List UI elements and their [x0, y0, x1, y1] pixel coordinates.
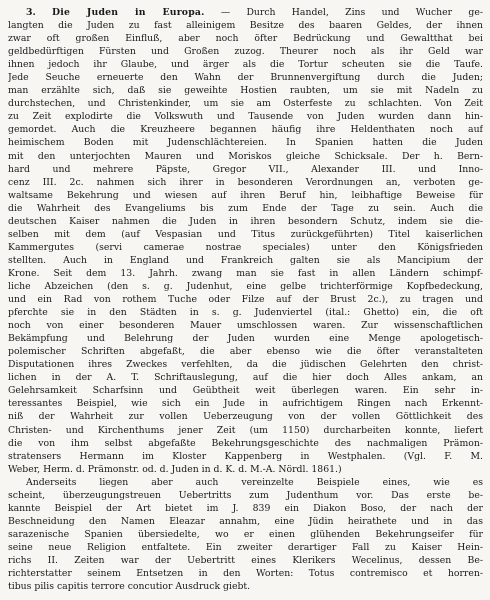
text-line: Anderseits liegen aber auch vereinzelte Beispiele eines, wie es	[26, 476, 483, 488]
text-line: gemordet. Auch die Kreuzheere begannen häufig ihre Heldenthaten noch auf	[8, 124, 483, 136]
text-line: selben mit dem (auf Vespasian und Titus zurückgeführten) Titel kaiserlichen	[8, 228, 483, 240]
text-line: man erzählte sich, daß sie geweihte Hostien raubten, um sie mit Nadeln zu	[8, 85, 483, 97]
text-line: kannte Beispiel der Art bietet im J. 839 ein Diakon Boso, der nach der	[8, 502, 483, 514]
text-line: deutschen Kaiser nahmen die Juden in ihren besondern Schutz, indem sie die-	[8, 215, 483, 227]
text-line: stellten. Auch in England und Frankreich galten sie als Mancipium der	[8, 254, 483, 266]
text-line: richs II. Zeiten war der Uebertritt eines Klerikers Wecelinus, dessen Be-	[8, 554, 483, 566]
text-line: Gelehrsamkeit Scharfsinn und Geübtheit weit überlegen waren. Ein sehr in-	[8, 385, 483, 397]
text-line: seine neue Religion entfaltete. Ein zweiter derartiger Fall zu Kaiser Hein-	[8, 541, 483, 553]
text-line: Beschneidung den Namen Eleazar annahm, eine Jüdin heirathete und in das	[8, 515, 483, 527]
text-line: die von ihm selbst abgefaßte Bekehrungsgeschichte des nachmaligen Prämon-	[8, 437, 483, 449]
text-line: geldbedürftigen Fürsten und Großen zuzog. Theurer noch als ihr Geld war	[8, 46, 483, 58]
text-line: scheint, überzeugungstreuen Uebertritts zum Judenthum vor. Das erste be-	[8, 489, 483, 501]
text-line: zu Zeit explodirte die Volkswuth und Tausende von Juden wurden dann hin-	[8, 111, 483, 123]
text-line: die Wahrheit des Evangeliums bis zum Ende der Tage zu sein. Auch die	[8, 202, 483, 214]
text-line: noch von einer besonderen Mauer umschlossen waren. Zur wissenschaftlichen	[8, 320, 483, 332]
text-line: teressantes Beispiel, wie sich ein Jude in aufrichtigem Ringen nach Erkennt-	[8, 398, 483, 410]
text-line: langten die Juden zu fast alleinigem Besitze des baaren Geldes, der ihnen	[8, 20, 483, 32]
text-line: cenz III. 2c. nahmen sich ihrer in besonderen Verordnungen an, verboten ge-	[8, 176, 483, 188]
section-number: 3.	[26, 7, 36, 18]
text-line: pferchte sie in den Städten in s. g. Judenviertel (ital.: Ghetto) ein, die oft	[8, 307, 483, 319]
text-line: lichen in der A. T. Schriftauslegung, auf die hier doch Alles ankam, an	[8, 372, 483, 384]
text-line: ihnen jedoch ihr Glaube, und ärger als die Tortur scheuten sie die Taufe.	[8, 59, 483, 71]
text-line: stratensers Hermann im Kloster Kappenberg in Westphalen. (Vgl. F. M.	[8, 450, 483, 462]
text-line: heimischem Boden mit Judenschlächtereien. In Spanien hatten die Juden	[8, 137, 483, 149]
text-line: durchstechen, und Christenkinder, um sie am Osterfeste zu schlachten. Von Zeit	[8, 98, 483, 110]
text-line: niß der Wahrheit zur vollen Ueberzeugung von der vollen Göttlichkeit des	[8, 411, 483, 423]
text-line: Weber, Herm. d. Prämonstr. od. d. Juden in d. K. d. M.-A. Nördl. 1861.)	[8, 463, 342, 475]
text-line: Jede Seuche erneuerte den Wahn der Brunnenvergiftung durch die Juden;	[8, 72, 483, 84]
text-line-content: — Durch Handel, Zins und Wucher ge-	[220, 7, 483, 18]
text-line: polemischer Schriften abgefaßt, die aber ebenso wie die öfter veranstalteten	[8, 346, 483, 358]
section-title: Die Juden in Europa.	[52, 7, 205, 18]
text-line: und ein Rad von rothem Tuche oder Filze auf der Brust 2c.), zu tragen und	[8, 294, 483, 306]
article-body	[8, 6, 483, 593]
text-line: Kammergutes (servi camerae nostrae speciales) unter den Königsfrieden	[8, 241, 483, 253]
text-line: Krone. Seit dem 13. Jahrh. zwang man sie fast in allen Ländern schimpf-	[8, 267, 483, 279]
text-line: sarazenische Spanien übersiedelte, wo er einen glühenden Bekehrungseifer für	[8, 528, 483, 540]
text-line: zwar oft großen Einfluß, aber noch öfter Bedrückung und Gewaltthat bei	[8, 33, 483, 45]
text-line: Christen- und Kirchenthums jener Zeit (um 1150) durcharbeiten konnte, liefert	[8, 424, 483, 436]
text-line: liche Abzeichen (den s. g. Judenhut, eine gelbe trichterförmige Kopfbedeckung,	[8, 280, 483, 292]
text-line: hard und mehrere Päpste, Gregor VII., Alexander III. und Inno-	[8, 163, 483, 175]
text-line: richterstatter seinem Entsetzen in den Worten: Totus contremisco et horren-	[8, 568, 483, 580]
text-line: Bekämpfung und Belehrung der Juden wurden eine Menge apologetisch-	[8, 333, 483, 345]
text-line	[8, 6, 483, 19]
text-line: Disputationen ihres Zweckes verfehlten, da die jüdischen Gelehrten den christ-	[8, 359, 483, 371]
text-line: mit den unterjochten Mauren und Moriskos gleiche Schicksale. Der h. Bern-	[8, 150, 483, 162]
text-line: waltsame Bekehrung und wiesen auf ihren Beruf hin, leibhaftige Beweise für	[8, 189, 483, 201]
text-line: tibus pilis capitis terrore concutior Ausdruck giebt.	[8, 581, 251, 593]
